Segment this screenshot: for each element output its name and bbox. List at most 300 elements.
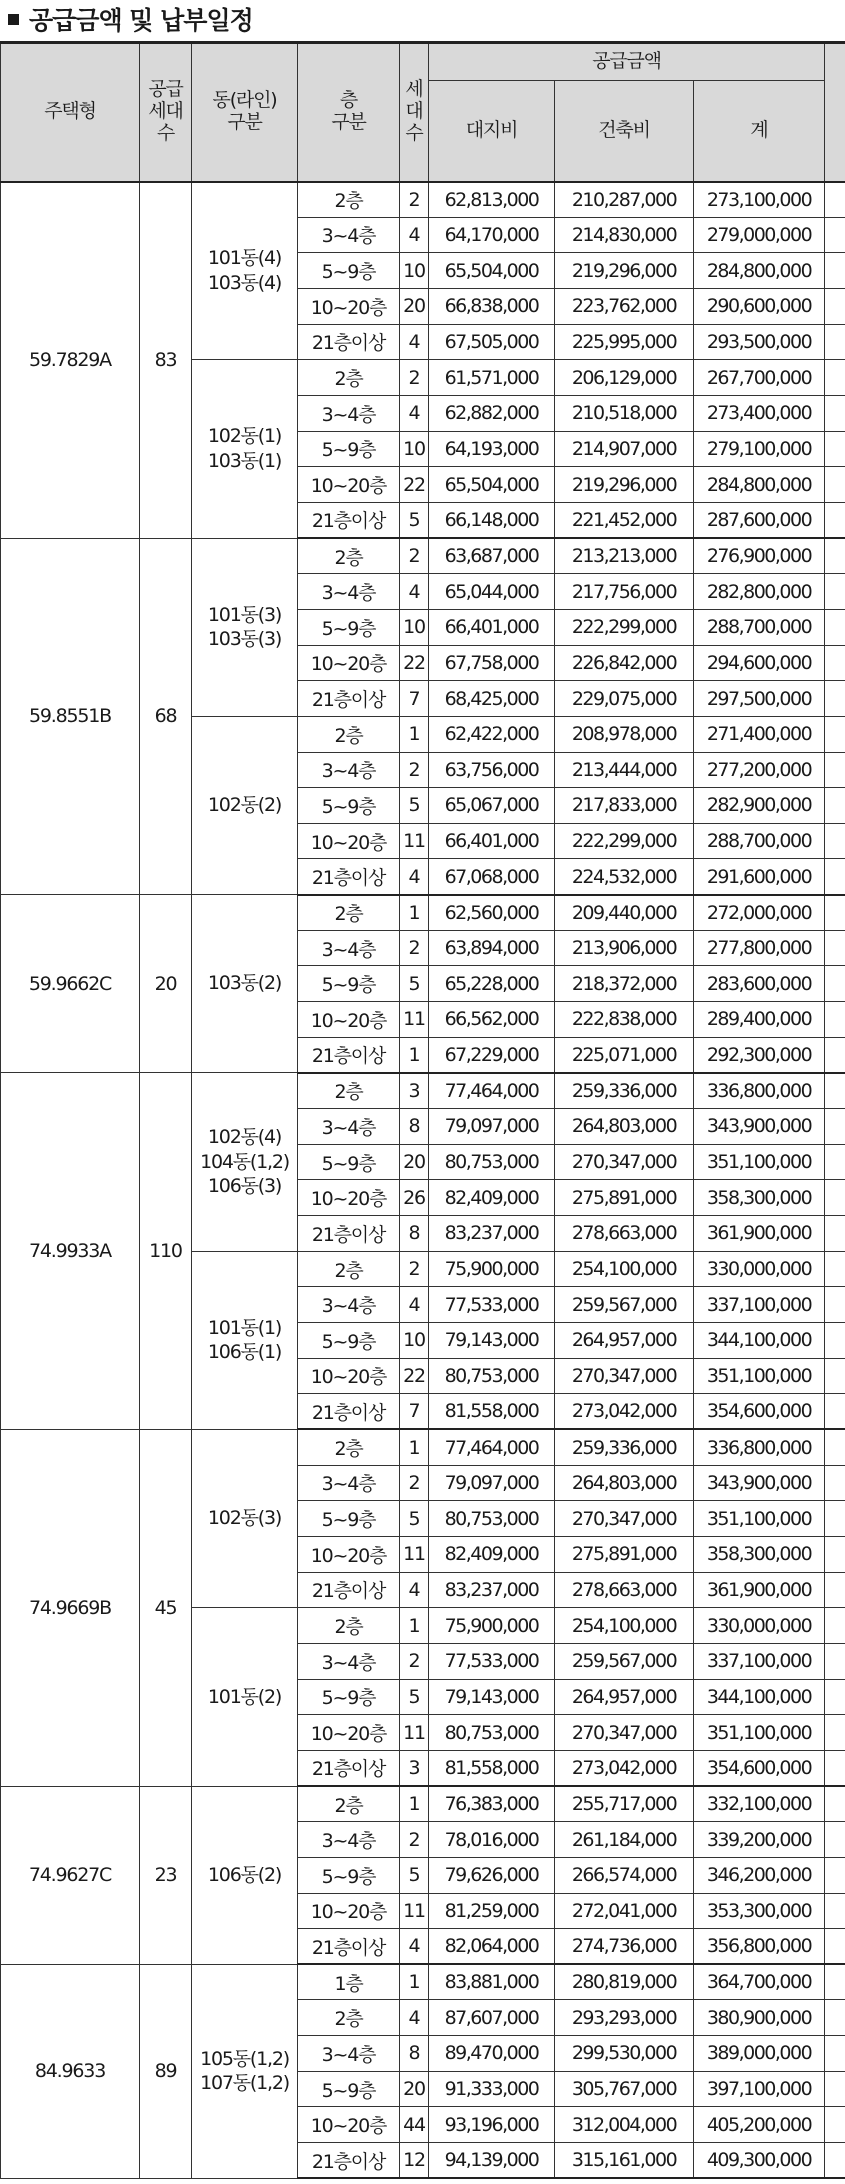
total-cell: 330,000,000 (694, 1251, 825, 1287)
units-cell: 20 (400, 2071, 429, 2107)
building-cost-cell: 255,717,000 (555, 1786, 694, 1822)
land-cell: 66,401,000 (429, 609, 555, 645)
building-cost-cell: 213,444,000 (555, 752, 694, 788)
extra-cell (825, 1679, 845, 1715)
units-cell: 20 (400, 1144, 429, 1180)
total-cell: 361,900,000 (694, 1572, 825, 1608)
total-cell: 344,100,000 (694, 1323, 825, 1359)
building-cost-cell: 264,803,000 (555, 1109, 694, 1145)
supply-units-cell: 23 (140, 1786, 192, 1964)
total-cell: 343,900,000 (694, 1465, 825, 1501)
building-cost-cell: 217,833,000 (555, 788, 694, 824)
total-cell: 354,600,000 (694, 1750, 825, 1786)
land-cell: 82,409,000 (429, 1536, 555, 1572)
land-cell: 65,504,000 (429, 253, 555, 289)
units-cell: 2 (400, 1643, 429, 1679)
floor-cell: 21층이상 (298, 1394, 400, 1430)
extra-cell (825, 1216, 845, 1252)
units-cell: 2 (400, 1251, 429, 1287)
extra-cell (825, 1750, 845, 1786)
building-cost-cell: 254,100,000 (555, 1608, 694, 1644)
total-cell: 293,500,000 (694, 324, 825, 360)
building-cost-cell: 219,296,000 (555, 253, 694, 289)
total-cell: 282,900,000 (694, 788, 825, 824)
header-price-group: 공급금액 (429, 43, 825, 81)
building-cost-cell: 270,347,000 (555, 1358, 694, 1394)
extra-cell (825, 2143, 845, 2179)
units-cell: 10 (400, 253, 429, 289)
total-cell: 351,100,000 (694, 1358, 825, 1394)
total-cell: 405,200,000 (694, 2107, 825, 2143)
units-cell: 1 (400, 1964, 429, 2000)
building-cost-cell: 208,978,000 (555, 716, 694, 752)
floor-cell: 3~4층 (298, 752, 400, 788)
extra-cell (825, 288, 845, 324)
units-cell: 22 (400, 467, 429, 503)
total-cell: 267,700,000 (694, 360, 825, 396)
units-cell: 8 (400, 2036, 429, 2072)
units-cell: 11 (400, 1715, 429, 1751)
total-cell: 332,100,000 (694, 1786, 825, 1822)
header-floor: 층 구분 (298, 43, 400, 182)
units-cell: 11 (400, 1893, 429, 1929)
land-cell: 80,753,000 (429, 1715, 555, 1751)
total-cell: 336,800,000 (694, 1429, 825, 1465)
units-cell: 2 (400, 182, 429, 218)
table-body (1, 182, 845, 2179)
land-cell: 77,533,000 (429, 1287, 555, 1323)
extra-cell (825, 1287, 845, 1323)
land-cell: 79,097,000 (429, 1465, 555, 1501)
units-cell: 2 (400, 930, 429, 966)
units-cell: 4 (400, 324, 429, 360)
total-cell: 271,400,000 (694, 716, 825, 752)
building-cost-cell: 226,842,000 (555, 645, 694, 681)
land-cell: 63,756,000 (429, 752, 555, 788)
total-cell: 276,900,000 (694, 538, 825, 574)
total-cell: 273,100,000 (694, 182, 825, 218)
land-cell: 89,470,000 (429, 2036, 555, 2072)
land-cell: 75,900,000 (429, 1251, 555, 1287)
table-row (1, 1786, 845, 1822)
units-cell: 10 (400, 1323, 429, 1359)
extra-cell (825, 1251, 845, 1287)
extra-cell (825, 324, 845, 360)
building-cost-cell: 278,663,000 (555, 1572, 694, 1608)
total-cell: 288,700,000 (694, 823, 825, 859)
floor-cell: 21층이상 (298, 1750, 400, 1786)
building-cost-cell: 213,906,000 (555, 930, 694, 966)
total-cell: 351,100,000 (694, 1144, 825, 1180)
building-cost-cell: 264,957,000 (555, 1323, 694, 1359)
units-cell: 1 (400, 716, 429, 752)
extra-cell (825, 1037, 845, 1073)
land-cell: 65,044,000 (429, 574, 555, 610)
building-cost-cell: 224,532,000 (555, 859, 694, 895)
land-cell: 61,571,000 (429, 360, 555, 396)
total-cell: 288,700,000 (694, 609, 825, 645)
floor-cell: 2층 (298, 538, 400, 574)
total-cell: 380,900,000 (694, 2000, 825, 2036)
units-cell: 22 (400, 1358, 429, 1394)
total-cell: 354,600,000 (694, 1394, 825, 1430)
total-cell: 292,300,000 (694, 1037, 825, 1073)
building-cost-cell: 214,907,000 (555, 431, 694, 467)
building-cost-cell: 218,372,000 (555, 966, 694, 1002)
extra-cell (825, 1822, 845, 1858)
building-cost-cell: 254,100,000 (555, 1251, 694, 1287)
building-cell: 102동(4) 104동(1,2) 106동(3) (192, 1073, 298, 1251)
total-cell: 358,300,000 (694, 1536, 825, 1572)
building-cost-cell: 210,287,000 (555, 182, 694, 218)
land-cell: 67,758,000 (429, 645, 555, 681)
total-cell: 294,600,000 (694, 645, 825, 681)
total-cell: 289,400,000 (694, 1002, 825, 1038)
floor-cell: 2층 (298, 2000, 400, 2036)
land-cell: 62,882,000 (429, 395, 555, 431)
floor-cell: 10~20층 (298, 467, 400, 503)
floor-cell: 3~4층 (298, 574, 400, 610)
extra-cell (825, 1358, 845, 1394)
floor-cell: 21층이상 (298, 859, 400, 895)
land-cell: 63,894,000 (429, 930, 555, 966)
table-row (1, 1429, 845, 1465)
land-cell: 81,558,000 (429, 1750, 555, 1786)
building-cost-cell: 213,213,000 (555, 538, 694, 574)
extra-cell (825, 502, 845, 538)
floor-cell: 5~9층 (298, 1501, 400, 1537)
header-supply-units: 공급 세대 수 (140, 43, 192, 182)
extra-cell (825, 895, 845, 931)
land-cell: 82,409,000 (429, 1180, 555, 1216)
extra-cell (825, 752, 845, 788)
total-cell: 343,900,000 (694, 1109, 825, 1145)
building-cost-cell: 225,995,000 (555, 324, 694, 360)
building-cost-cell: 305,767,000 (555, 2071, 694, 2107)
floor-cell: 10~20층 (298, 1180, 400, 1216)
land-cell: 79,143,000 (429, 1323, 555, 1359)
units-cell: 4 (400, 217, 429, 253)
land-cell: 67,068,000 (429, 859, 555, 895)
units-cell: 22 (400, 645, 429, 681)
building-cell: 102동(2) (192, 716, 298, 894)
extra-cell (825, 1893, 845, 1929)
table-row (1, 538, 845, 574)
type-cell: 59.8551B (1, 538, 140, 895)
floor-cell: 3~4층 (298, 1465, 400, 1501)
supply-units-cell: 83 (140, 182, 192, 539)
units-cell: 1 (400, 1608, 429, 1644)
units-cell: 5 (400, 788, 429, 824)
floor-cell: 10~20층 (298, 2107, 400, 2143)
floor-cell: 5~9층 (298, 431, 400, 467)
table-row (1, 182, 845, 218)
table-row (1, 895, 845, 931)
floor-cell: 10~20층 (298, 288, 400, 324)
land-cell: 81,558,000 (429, 1394, 555, 1430)
building-cost-cell: 259,567,000 (555, 1287, 694, 1323)
extra-cell (825, 217, 845, 253)
land-cell: 62,560,000 (429, 895, 555, 931)
section-title-text: 공급금액 및 납부일정 (29, 6, 253, 35)
units-cell: 2 (400, 752, 429, 788)
building-cell: 101동(1) 106동(1) (192, 1251, 298, 1429)
total-cell: 330,000,000 (694, 1608, 825, 1644)
units-cell: 5 (400, 1857, 429, 1893)
units-cell: 4 (400, 1929, 429, 1965)
units-cell: 1 (400, 1037, 429, 1073)
floor-cell: 5~9층 (298, 2071, 400, 2107)
supply-units-cell: 89 (140, 1964, 192, 2178)
extra-cell (825, 1964, 845, 2000)
extra-cell (825, 1323, 845, 1359)
total-cell: 364,700,000 (694, 1964, 825, 2000)
total-cell: 389,000,000 (694, 2036, 825, 2072)
building-cost-cell: 293,293,000 (555, 2000, 694, 2036)
floor-cell: 3~4층 (298, 395, 400, 431)
building-cost-cell: 223,762,000 (555, 288, 694, 324)
land-cell: 93,196,000 (429, 2107, 555, 2143)
extra-cell (825, 1073, 845, 1109)
building-cost-cell: 210,518,000 (555, 395, 694, 431)
total-cell: 409,300,000 (694, 2143, 825, 2179)
land-cell: 82,064,000 (429, 1929, 555, 1965)
extra-cell (825, 1109, 845, 1145)
units-cell: 10 (400, 431, 429, 467)
floor-cell: 3~4층 (298, 1643, 400, 1679)
total-cell: 283,600,000 (694, 966, 825, 1002)
building-cost-cell: 275,891,000 (555, 1180, 694, 1216)
total-cell: 297,500,000 (694, 681, 825, 717)
extra-cell (825, 2036, 845, 2072)
extra-cell (825, 681, 845, 717)
land-cell: 77,464,000 (429, 1073, 555, 1109)
units-cell: 4 (400, 1287, 429, 1323)
building-cost-cell: 259,336,000 (555, 1073, 694, 1109)
land-cell: 66,562,000 (429, 1002, 555, 1038)
total-cell: 337,100,000 (694, 1643, 825, 1679)
extra-cell (825, 1429, 845, 1465)
supply-units-cell: 45 (140, 1429, 192, 1786)
extra-cell (825, 1643, 845, 1679)
building-cost-cell: 214,830,000 (555, 217, 694, 253)
building-cost-cell: 229,075,000 (555, 681, 694, 717)
extra-cell (825, 823, 845, 859)
total-cell: 279,000,000 (694, 217, 825, 253)
floor-cell: 2층 (298, 895, 400, 931)
extra-cell (825, 538, 845, 574)
extra-cell (825, 1536, 845, 1572)
total-cell: 279,100,000 (694, 431, 825, 467)
floor-cell: 3~4층 (298, 217, 400, 253)
total-cell: 336,800,000 (694, 1073, 825, 1109)
land-cell: 79,626,000 (429, 1857, 555, 1893)
extra-cell (825, 1857, 845, 1893)
total-cell: 351,100,000 (694, 1715, 825, 1751)
floor-cell: 1층 (298, 1964, 400, 2000)
extra-cell (825, 1501, 845, 1537)
extra-cell (825, 467, 845, 503)
units-cell: 8 (400, 1216, 429, 1252)
building-cost-cell: 275,891,000 (555, 1536, 694, 1572)
units-cell: 4 (400, 1572, 429, 1608)
type-cell: 74.9933A (1, 1073, 140, 1430)
building-cost-cell: 274,736,000 (555, 1929, 694, 1965)
header-land: 대지비 (429, 81, 555, 182)
floor-cell: 5~9층 (298, 609, 400, 645)
total-cell: 344,100,000 (694, 1679, 825, 1715)
building-cost-cell: 225,071,000 (555, 1037, 694, 1073)
extra-cell (825, 609, 845, 645)
units-cell: 7 (400, 1394, 429, 1430)
total-cell: 346,200,000 (694, 1857, 825, 1893)
floor-cell: 2층 (298, 1608, 400, 1644)
total-cell: 277,800,000 (694, 930, 825, 966)
total-cell: 356,800,000 (694, 1929, 825, 1965)
building-cost-cell: 264,957,000 (555, 1679, 694, 1715)
floor-cell: 5~9층 (298, 966, 400, 1002)
units-cell: 7 (400, 681, 429, 717)
total-cell: 272,000,000 (694, 895, 825, 931)
total-cell: 337,100,000 (694, 1287, 825, 1323)
units-cell: 44 (400, 2107, 429, 2143)
floor-cell: 10~20층 (298, 1893, 400, 1929)
units-cell: 5 (400, 502, 429, 538)
building-cost-cell: 259,567,000 (555, 1643, 694, 1679)
floor-cell: 5~9층 (298, 1679, 400, 1715)
floor-cell: 21층이상 (298, 502, 400, 538)
extra-cell (825, 930, 845, 966)
units-cell: 2 (400, 360, 429, 396)
floor-cell: 2층 (298, 182, 400, 218)
land-cell: 78,016,000 (429, 1822, 555, 1858)
building-cost-cell: 222,299,000 (555, 609, 694, 645)
land-cell: 77,464,000 (429, 1429, 555, 1465)
floor-cell: 21층이상 (298, 1929, 400, 1965)
building-cost-cell: 221,452,000 (555, 502, 694, 538)
extra-cell (825, 2000, 845, 2036)
building-cost-cell: 222,838,000 (555, 1002, 694, 1038)
land-cell: 80,753,000 (429, 1144, 555, 1180)
land-cell: 81,259,000 (429, 1893, 555, 1929)
building-cost-cell: 312,004,000 (555, 2107, 694, 2143)
units-cell: 5 (400, 1501, 429, 1537)
units-cell: 8 (400, 1109, 429, 1145)
type-cell: 59.7829A (1, 182, 140, 539)
floor-cell: 10~20층 (298, 1715, 400, 1751)
building-cell: 101동(2) (192, 1608, 298, 1786)
units-cell: 2 (400, 1465, 429, 1501)
supply-units-cell: 110 (140, 1073, 192, 1430)
total-cell: 290,600,000 (694, 288, 825, 324)
extra-cell (825, 1002, 845, 1038)
total-cell: 291,600,000 (694, 859, 825, 895)
building-cost-cell: 261,184,000 (555, 1822, 694, 1858)
land-cell: 68,425,000 (429, 681, 555, 717)
building-cell: 106동(2) (192, 1786, 298, 1964)
floor-cell: 2층 (298, 360, 400, 396)
building-cost-cell: 278,663,000 (555, 1216, 694, 1252)
square-bullet-icon (8, 14, 19, 25)
land-cell: 80,753,000 (429, 1358, 555, 1394)
total-cell: 284,800,000 (694, 467, 825, 503)
supply-units-cell: 68 (140, 538, 192, 895)
units-cell: 11 (400, 1002, 429, 1038)
floor-cell: 10~20층 (298, 1536, 400, 1572)
units-cell: 4 (400, 859, 429, 895)
extra-cell (825, 182, 845, 218)
type-cell: 74.9669B (1, 1429, 140, 1786)
supply-price-table (0, 41, 845, 2179)
land-cell: 62,813,000 (429, 182, 555, 218)
total-cell: 282,800,000 (694, 574, 825, 610)
type-cell: 74.9627C (1, 1786, 140, 1964)
total-cell: 353,300,000 (694, 1893, 825, 1929)
building-cost-cell: 264,803,000 (555, 1465, 694, 1501)
floor-cell: 2층 (298, 716, 400, 752)
floor-cell: 10~20층 (298, 1002, 400, 1038)
extra-cell (825, 360, 845, 396)
units-cell: 5 (400, 966, 429, 1002)
land-cell: 67,505,000 (429, 324, 555, 360)
header-total: 계 (694, 81, 825, 182)
building-cost-cell: 273,042,000 (555, 1394, 694, 1430)
total-cell: 287,600,000 (694, 502, 825, 538)
units-cell: 12 (400, 2143, 429, 2179)
floor-cell: 5~9층 (298, 1323, 400, 1359)
land-cell: 62,422,000 (429, 716, 555, 752)
header-building-cost: 건축비 (555, 81, 694, 182)
total-cell: 339,200,000 (694, 1822, 825, 1858)
extra-cell (825, 431, 845, 467)
floor-cell: 3~4층 (298, 1109, 400, 1145)
units-cell: 20 (400, 288, 429, 324)
building-cost-cell: 259,336,000 (555, 1429, 694, 1465)
floor-cell: 5~9층 (298, 1857, 400, 1893)
extra-cell (825, 716, 845, 752)
building-cost-cell: 219,296,000 (555, 467, 694, 503)
extra-cell (825, 574, 845, 610)
land-cell: 79,143,000 (429, 1679, 555, 1715)
building-cell: 101동(3) 103동(3) (192, 538, 298, 716)
building-cost-cell: 222,299,000 (555, 823, 694, 859)
building-cost-cell: 270,347,000 (555, 1144, 694, 1180)
building-cost-cell: 272,041,000 (555, 1893, 694, 1929)
land-cell: 83,237,000 (429, 1572, 555, 1608)
floor-cell: 2층 (298, 1251, 400, 1287)
floor-cell: 21층이상 (298, 324, 400, 360)
land-cell: 67,229,000 (429, 1037, 555, 1073)
land-cell: 64,170,000 (429, 217, 555, 253)
units-cell: 26 (400, 1180, 429, 1216)
floor-cell: 21층이상 (298, 1037, 400, 1073)
building-cost-cell: 217,756,000 (555, 574, 694, 610)
land-cell: 66,838,000 (429, 288, 555, 324)
floor-cell: 21층이상 (298, 2143, 400, 2179)
supply-units-cell: 20 (140, 895, 192, 1073)
units-cell: 4 (400, 574, 429, 610)
table-row (1, 1073, 845, 1109)
floor-cell: 10~20층 (298, 645, 400, 681)
floor-cell: 2층 (298, 1429, 400, 1465)
floor-cell: 21층이상 (298, 681, 400, 717)
floor-cell: 3~4층 (298, 2036, 400, 2072)
header-units: 세 대 수 (400, 43, 429, 182)
building-cost-cell: 270,347,000 (555, 1715, 694, 1751)
total-cell: 361,900,000 (694, 1216, 825, 1252)
total-cell: 277,200,000 (694, 752, 825, 788)
land-cell: 91,333,000 (429, 2071, 555, 2107)
